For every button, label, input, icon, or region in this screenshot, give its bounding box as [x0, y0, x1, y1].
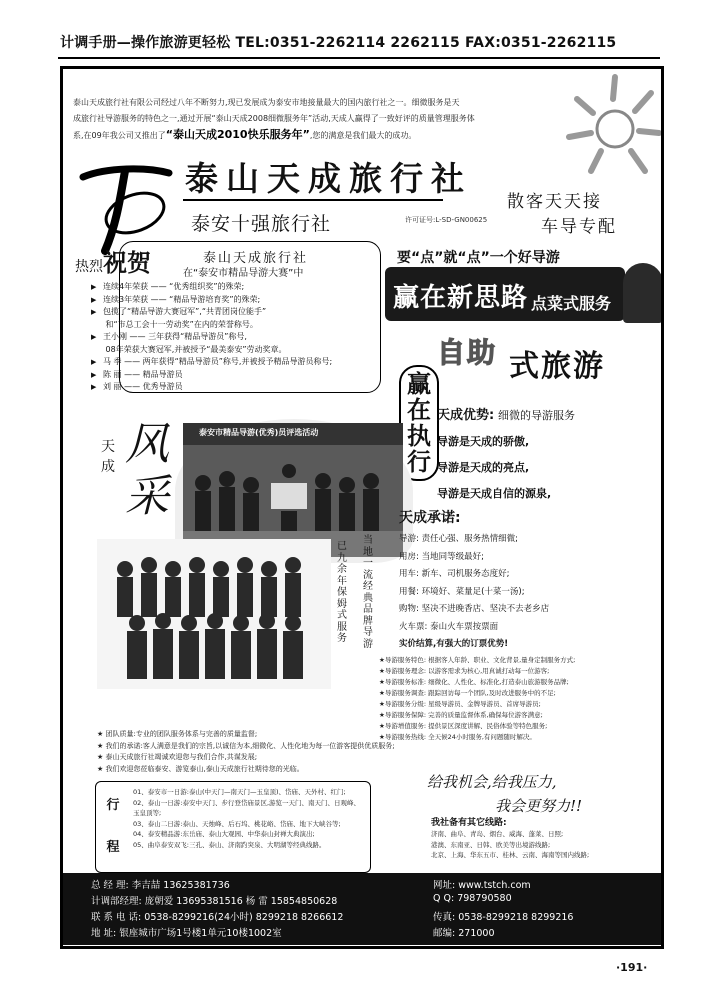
list-item: 用房: 当地同等级最好; [399, 551, 484, 562]
congrats-label [75, 243, 151, 278]
contact-address: 地 址: 银座城市广场1号楼1单元10楼1002室 [91, 928, 282, 939]
contact-fax: 传真: 0538-8299218 8299216 [433, 912, 574, 923]
list-item: 实价结算,有强大的订票优势! [399, 639, 509, 649]
header-rule [58, 57, 660, 59]
list-item: 济南、曲阜、青岛、烟台、威海、蓬莱、日照; [431, 830, 564, 838]
intro-line-2: 成旅行社导游服务的特色之一,通过开展“泰山天成2008细微服务年”活动,天成人赢得了一致好评的质量管理服务体 [73, 114, 475, 123]
intro-line-3 [73, 127, 553, 144]
contact-qq: Q Q: 798790580 [433, 893, 512, 904]
list-item: ▶ 陈 丽 —— 精品导游员 [91, 369, 183, 379]
slogan-line-2: 我会更努力!! [495, 797, 583, 815]
list-item: 04、泰安精品游:东岳庙、泰山大观园、中华泰山封禅大典演出; [133, 830, 315, 838]
congrats-label-b: 祝贺 [103, 248, 151, 277]
contact-manager: 总 经 理: 李吉喆 13625381736 [91, 880, 230, 891]
list-item: 港澳、东南亚、日韩、欧美等出境游线路; [431, 840, 551, 849]
list-item: ▶ 连续4年荣获 —— “优秀组织奖”的殊荣; [91, 282, 245, 291]
promise-list [399, 531, 661, 654]
congrats-subtitle: 在“泰安市精品导游大赛”中 [183, 268, 304, 279]
list-item: 购物: 坚决不进晚香店、坚决不去老乡店 [399, 604, 550, 614]
team-group-photo [97, 539, 331, 689]
list-item: 用车: 新车、司机服务态度好; [399, 569, 510, 579]
list-item: ★导游服务理念: 以游客需求为核心,用真诚打动每一位游客; [379, 667, 550, 675]
list-item: 08年荣获大赛冠军,并被授予“最美泰安”劳动奖章。 [103, 344, 287, 354]
contact-phone: 联 系 电 话: 0538-8299216(24小时) 8299218 8266612 [91, 912, 344, 923]
advantage-line: 导游是天成自信的源泉, [437, 487, 552, 500]
brand-underline [183, 199, 443, 201]
fengcai-large: 风采 [125, 419, 169, 522]
list-item: 03、泰山二日游:泰山、天烛峰、后石坞、桃花峪、岱庙、地下大峡谷等; [133, 819, 341, 828]
list-item: 火车票: 泰山火车票按票面 [399, 621, 499, 632]
advantage-title: 天成优势: 细微的导游服务 [437, 408, 576, 423]
banner-subtitle: 点菜式服务 [531, 294, 612, 313]
list-item: 导游: 责任心强、服务热情细微; [399, 534, 518, 544]
list-item: ★ 团队质量:专业的团队服务体系与完善的质量监督; [97, 730, 258, 738]
list-item: ▶ 包揽了“精品导游大赛冠军”,“共青团岗位能手” [91, 307, 267, 316]
list-item: ★ 我们的承诺:客人满意是我们的宗旨,以诚信为本,细微化、人性化地为每一位游客提供优质服务; [97, 741, 395, 750]
list-item: 北京、上海、华东五市、桂林、云南、海南等国内线路; [431, 851, 590, 859]
promise-title: 天成承诺: [399, 510, 461, 526]
contact-dept: 计调部经理: 庞朝爱 13695381516 杨 雷 15854850628 [91, 896, 338, 907]
guide-headline: 要“点”就“点”一个好导游 [397, 250, 560, 266]
list-item: 用餐: 环境好、菜量足(十菜一汤); [399, 586, 525, 597]
intro-line-3-post: ,您的满意是我们最大的成功。 [309, 131, 417, 140]
advert-frame [60, 66, 664, 949]
intro-line-1: 泰山天成旅行社有限公司经过八年不断努力,现已发展成为泰安市地接量最大的国内旅行社之一。细微服务是天 [73, 98, 460, 107]
list-item: 05、曲阜泰安双飞:三孔、泰山、济南趵突泉、大明湖等经典线路。 [133, 840, 326, 849]
slogan-guide: 车导专配 [541, 217, 617, 237]
advantage-line: 导游是天成的亮点, [437, 461, 530, 474]
page-number: ·191· [616, 961, 648, 974]
brand-vertical: 当地一流经典品牌导游 [363, 535, 373, 650]
list-item: ▶ 连续3年荣获 —— “精品导游培育奖”的殊荣; [91, 294, 261, 304]
list-item: ▶ 刘 丽 —— 优秀导游员 [91, 382, 183, 391]
list-item: ★导游服务特色: 根据客人年龄、职业、文化背景,量身定制服务方式; [379, 656, 576, 664]
banner-title: 赢在新思路 [393, 283, 529, 313]
advantage-block [437, 403, 657, 507]
page-header: 计调手册—操作旅游更轻松 TEL:0351-2262114 2262115 FAX:0351-2262115 [60, 35, 617, 51]
slogan-daily: 散客天天接 [507, 192, 602, 212]
itinerary-label: 行程 [106, 798, 120, 855]
intro-line-3-pre: 系,在09年我公司又推出了 [73, 131, 166, 140]
congrats-title: 泰山天成旅行社 [203, 251, 309, 266]
other-routes-list [431, 829, 657, 861]
list-item: 02、泰山一日游:泰安中天门、步行登岱庙景区,游览一天门、南天门、日观峰、玉皇顶等; [133, 798, 361, 817]
tour-style-word: 式旅游 [509, 349, 605, 384]
list-item: ★ 我们欢迎您莅临泰安、游览泰山,泰山天成旅行社期待您的光临。 [97, 764, 304, 773]
itinerary-list [133, 787, 365, 850]
slogan-line-1: 给我机会,给我压力, [427, 773, 557, 791]
other-routes-title: 我社备有其它线路: [431, 818, 507, 828]
list-item: ★ 泰山天成旅行社竭诚欢迎您与我们合作,共谋发展; [97, 753, 258, 761]
brand-name: 泰山天成旅行社 [185, 159, 472, 198]
fengcai-small: 天成 [101, 439, 115, 475]
list-item: ★导游服务标准: 细微化、人性化、标准化,打造泰山旅游服务品牌; [379, 678, 569, 686]
company-bullets [97, 729, 657, 775]
contact-bar [63, 873, 661, 945]
list-item: ★导游服务调查: 跟踪回访每一个团队,及时改进服务中的不足; [379, 689, 556, 697]
contact-website: 网址: www.tstch.com [433, 880, 531, 891]
sun-icon [555, 71, 663, 183]
list-item: 01、泰安市一日游:泰山(中天门—南天门—玉皇顶)、岱庙、天外村、红门; [133, 788, 346, 796]
list-item: ▶ 王小刚 —— 三年获得“精品导游员”称号, [91, 332, 247, 341]
photo-caption: 泰安市精品导游(优秀)员评选活动 [199, 428, 319, 437]
intro-paragraph [73, 95, 553, 144]
congrats-label-a: 热烈 [75, 259, 103, 275]
list-item: ★导游增值服务: 提供景区深度讲解、民俗体验等特色服务; [379, 722, 548, 730]
contact-zip: 邮编: 271000 [433, 928, 495, 939]
win-in-execution: 赢在执行 [399, 365, 439, 481]
list-item: ▶ 马 季 —— 两年获得“精品导游员”称号,并被授予精品导游员称号; [91, 357, 333, 366]
guide-avatar [623, 263, 663, 323]
license-number: 许可证号:L-SD-GN00625 [405, 216, 488, 224]
congrats-list [91, 281, 387, 394]
advantage-line: 导游是天成的骄傲, [437, 435, 530, 448]
list-item: ★导游服务分级: 星级导游员、金牌导游员、首席导游员; [379, 700, 541, 708]
list-item: 和“市总工会十一劳动奖”在内的荣誉称号。 [103, 319, 258, 329]
self-service-word: 自助 [437, 336, 498, 369]
list-item: ★导游服务热线: 全天候24小时服务,有问题随时解决。 [379, 733, 536, 741]
intro-highlight: “泰山天成2010快乐服务年” [165, 128, 310, 141]
brand-subtitle: 泰安十强旅行社 [191, 213, 332, 235]
service-years-vertical: 已九余年保姆式服务 [337, 541, 347, 644]
list-item: ★导游服务保障: 完善的质量监督体系,确保每位游客满意; [379, 711, 543, 719]
